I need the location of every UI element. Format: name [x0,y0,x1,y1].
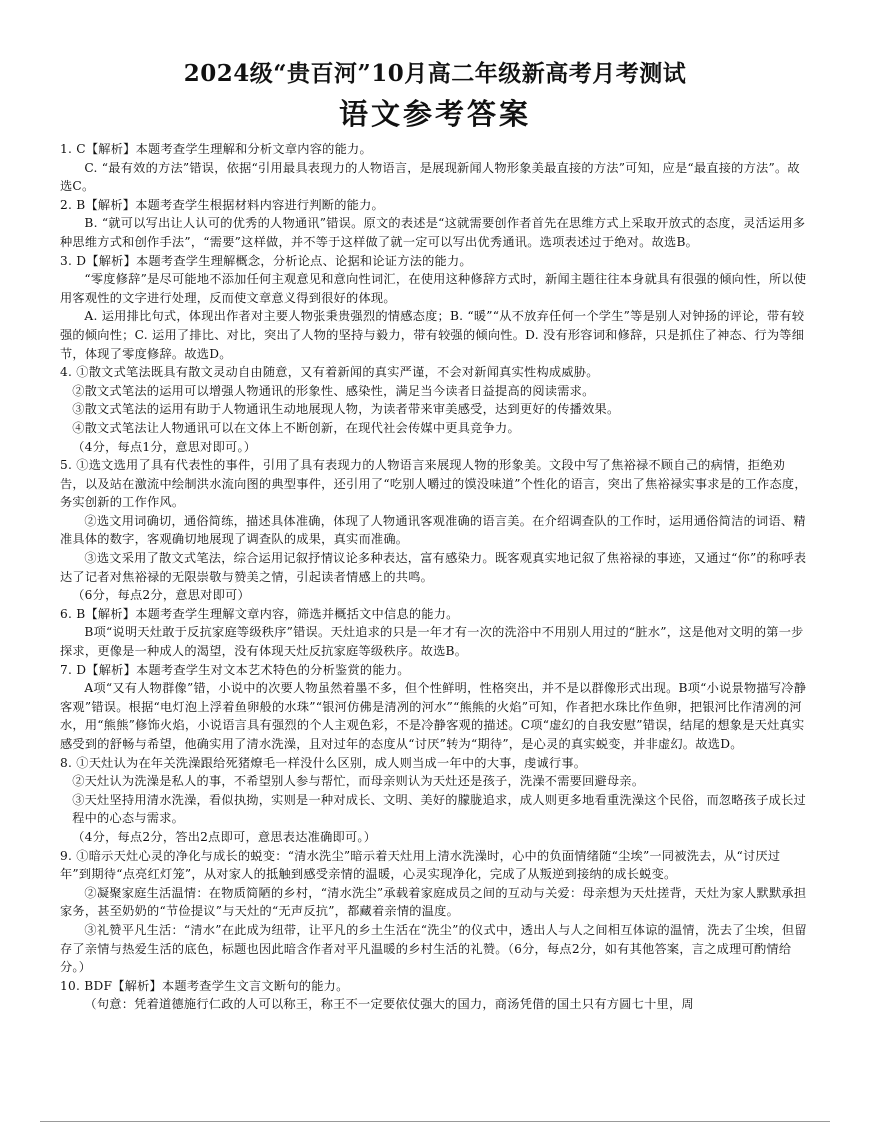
answer-paragraph: ②天灶认为洗澡是私人的事，不希望别人参与帮忙，而母亲则认为天灶还是孩子，洗澡不需要回避母亲。 [72,774,645,789]
answer-paragraph: ②凝聚家庭生活温情：在物质简陋的乡村，“清水洗尘”承载着家庭成员之间的互动与关爱：母亲想为天灶搓背，天灶为家人默默承担家务，甚至奶奶的“节俭提议”与天灶的“无声反抗”，都藏着亲情的温度。 [60,885,807,919]
answer-paragraph: 4. ①散文式笔法既具有散文灵动自由随意，又有着新闻的真实严谨，不会对新闻真实性构成威胁。 [60,365,599,380]
answer-paragraph: 8. ①天灶认为在年关洗澡跟给死猪燎毛一样没什么区别，成人则当成一年中的大事，虔诚行事。 [60,755,587,770]
answer-paragraph: （4分，每点1分，意思对即可。） [72,439,257,454]
answer-paragraph: A项“又有人物群像”错，小说中的次要人物虽然着墨不多，但个性鲜明，性格突出，并不是以群像形式出现。B项“小说景物描写冷静客观”错误。根据“电灯泡上浮着鱼卵般的水珠”“银河仿佛是清冽的河水”“熊熊的火焰”可知，作者把水珠比作鱼卵，把银河比作清冽的河水，用“熊熊”修饰火焰，小说语言具有强烈的个人主观色彩，不是冷静客观的描述。C项“虚幻的自我安慰”错误，结尾的想象是天灶真实感受到的舒畅与希望，他确实用了清水洗澡，且对过年的态度从“讨厌”转为“期待”，是心灵的真实蜕变，并非虚幻。故选D。 [60,681,807,751]
answer-paragraph: A. 运用排比句式，体现出作者对主要人物张秉贵强烈的情感态度；B. “暖”“从不放弃任何一个学生”等是别人对钟扬的评论，带有较强的倾向性；C. 运用了排比、对比，突出了人物的坚持与毅力，带有较强的倾向性。D. 没有形容词和修辞，只是抓住了神态、行为等细节，体现了零度修辞。故选D。 [60,309,805,361]
answer-paragraph: 3. D【解析】本题考查学生理解概念，分析论点、论据和论证方法的能力。 [60,253,472,268]
answer-paragraph: ④散文式笔法让人物通讯可以在文体上不断创新，在现代社会传媒中更具竞争力。 [72,420,520,435]
document-subtitle: 语文参考答案 [338,97,531,131]
answer-paragraph: 7. D【解析】本题考查学生对文本艺术特色的分析鉴赏的能力。 [60,662,410,677]
answer-paragraph: （句意：凭着道德施行仁政的人可以称王，称王不一定要依仗强大的国力，商汤凭借的国土只有方圆七十里，周 [84,997,694,1012]
answer-paragraph: 6. B【解析】本题考查学生理解文章内容，筛选并概括文中信息的能力。 [60,606,459,621]
answer-paragraph: “零度修辞”是尽可能地不添加任何主观意见和意向性词汇，在使用这种修辞方式时，新闻主题往往本身就具有很强的倾向性，所以使用客观性的文字进行处理，反而使文章意义得到很好的体现。 [60,272,807,305]
answer-paragraph: ③选文采用了散文式笔法，综合运用记叙抒情议论多种表达，富有感染力。既客观真实地记叙了焦裕禄的事迹，又通过“你”的称呼表达了记者对焦裕禄的无限崇敬与赞美之情，引起读者情感上的共鸣。 [60,551,807,584]
answer-paragraph: 1. C【解析】本题考查学生理解和分析文章内容的能力。 [60,142,372,156]
answer-paragraph: ②选文用词确切，通俗简练，描述具体准确，体现了人物通讯客观准确的语言美。在介绍调查队的工作时，运用通俗简洁的词语、精准具体的数字，客观确切地展现了调查队的成果，真实而准确。 [60,513,806,547]
answer-paragraph: 9. ①暗示天灶心灵的净化与成长的蜕变：“清水洗尘”暗示着天灶用上清水洗澡时，心中的负面情绪随“尘埃”一同被洗去，从“讨厌过年”到期待“点亮红灯笼”，从对家人的抵触到感受亲情的温暖，心灵实现净化，完成了从叛逆到接纳的成长蜕变。 [60,848,781,882]
answer-paragraph: 5. ①选文选用了具有代表性的事件，引用了具有表现力的人物语言来展现人物的形象美。文段中写了焦裕禄不顾自己的病情，拒绝劝告，以及站在激流中绘制洪水流向图的典型事件，还引用了“吃别人嚼过的馍没味道”个性化的语言，突出了焦裕禄实事求是的工作态度，务实创新的工作作风。 [60,458,807,510]
answer-paragraph: ③礼赞平凡生活：“清水”在此成为纽带，让平凡的乡土生活在“洗尘”的仪式中，透出人与人之间相互体谅的温情，洗去了尘埃，但留存了亲情与热爱生活的底色，标题也因此暗含作者对平凡温暖的乡村生活的礼赞。（6分，每点2分，如有其他答案，言之成理可酌情给分。） [60,922,807,975]
answer-paragraph: B项“说明天灶敢于反抗家庭等级秩序”错误。天灶追求的只是一年才有一次的洗浴中不用别人用过的“脏水”，这是他对文明的第一步探求，更像是一种成人的渴望，没有体现天灶反抗家庭等级秩序。故选B。 [60,625,804,659]
answer-paragraph: ②散文式笔法的运用可以增强人物通讯的形象性、感染性，满足当今读者日益提高的阅读需求。 [72,383,595,398]
answer-body [60,140,810,1014]
answer-paragraph: B. “就可以写出让人认可的优秀的人物通讯”错误。原文的表述是“这就需要创作者首先在思维方式上采取开放式的态度，灵活运用多种思维方式和创作手法”，“需要”这样做，并不等于这样做了就一定可以写出优秀通讯。选项表述过于绝对。故选B。 [60,216,806,249]
document-title: 2024级“贵百河”10月高二年级新高考月考测试 [183,60,687,87]
answer-paragraph: ③散文式笔法的运用有助于人物通讯生动地展现人物，为读者带来审美感受，达到更好的传播效果。 [72,402,620,417]
page-bottom-divider [40,1121,830,1122]
answer-paragraph: C. “最有效的方法”错误，依据“引用最具表现力的人物语言，是展现新闻人物形象美最直接的方法”可知，应是“最直接的方法”。故选C。 [60,160,800,194]
answer-paragraph: 2. B【解析】本题考查学生根据材料内容进行判断的能力。 [60,197,384,212]
answer-paragraph: ③天灶坚持用清水洗澡，看似执拗，实则是一种对成长、文明、美好的朦胧追求，成人则更多地看重洗澡这个民俗，而忽略孩子成长过程中的心态与需求。 [72,792,806,826]
answer-paragraph: （4分，每点2分，答出2点即可，意思表达准确即可。） [72,829,377,844]
answer-paragraph: 10. BDF【解析】本题考查学生文言文断句的能力。 [60,978,349,993]
answer-paragraph: （6分，每点2分，意思对即可） [72,588,250,603]
